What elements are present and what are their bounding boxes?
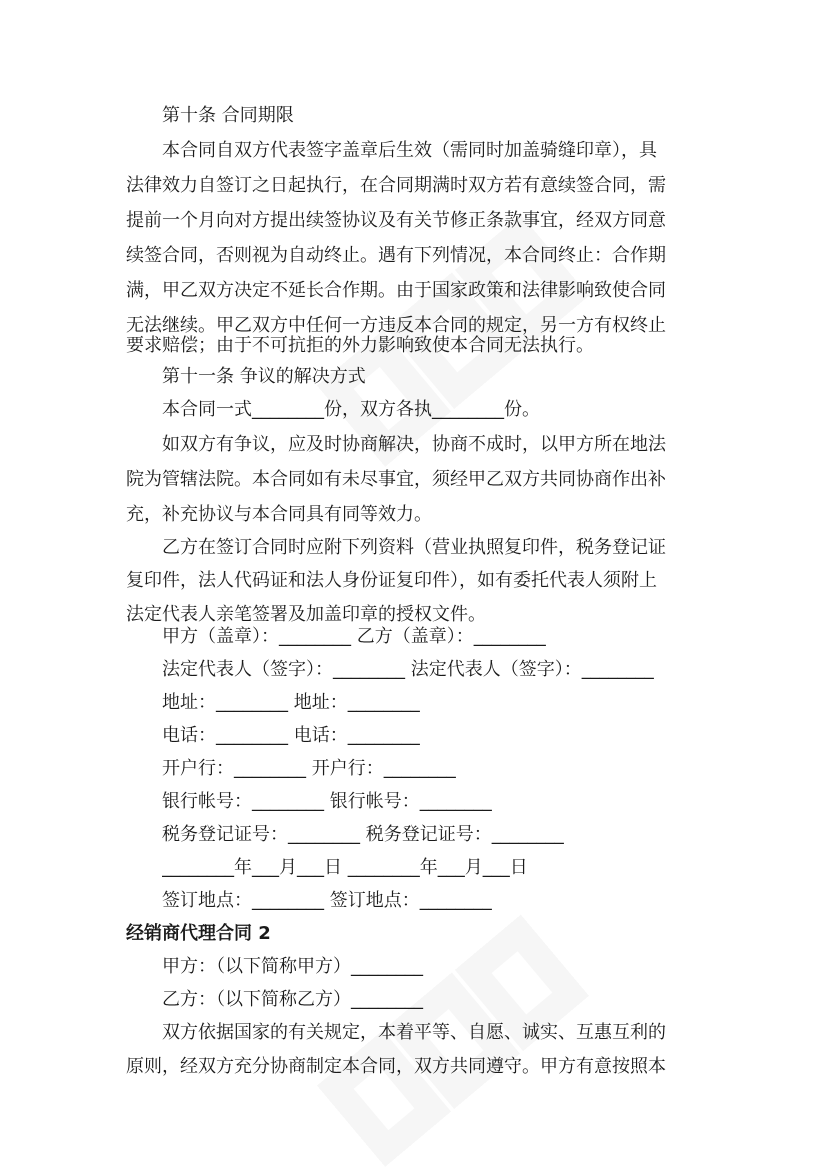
paragraph-line: 充，补充协议与本合同具有同等效力。 (126, 504, 432, 525)
paragraph-line: 续签合同，否则视为自动终止。遇有下列情况，本合同终止：合作期 (126, 245, 666, 266)
date-line: ________年___月___日 ________年___月___日 (162, 857, 528, 878)
paragraph-line: 乙方在签订合同时应附下列资料（营业执照复印件，税务登记证 (162, 537, 666, 558)
paragraph-line: 无法继续。甲乙双方中任何一方违反本合同的规定，另一方有权终止 (126, 315, 666, 336)
clause-11-heading: 第十一条 争议的解决方式 (162, 366, 366, 387)
bank-line: 开户行：________ 开户行：________ (162, 758, 456, 779)
account-line: 银行帐号：________ 银行帐号：________ (162, 791, 492, 812)
clause-10-heading: 第十条 合同期限 (162, 105, 294, 126)
paragraph-line: 法定代表人亲笔签署及加盖印章的授权文件。 (126, 604, 486, 625)
signing-place-line: 签订地点：________ 签订地点：________ (162, 890, 492, 911)
signature-rep-line: 法定代表人（签字）：________ 法定代表人（签字）：________ (162, 659, 654, 680)
signature-party-line: 甲方（盖章）：________ 乙方（盖章）：________ (162, 626, 546, 647)
paragraph-line: 复印件，法人代码证和法人身份证复印件），如有委托代表人须附上 (126, 570, 657, 591)
paragraph-line: 本合同自双方代表签字盖章后生效（需同时加盖骑缝印章），具 (162, 140, 657, 161)
paragraph-line: 原则，经双方充分协商制定本合同，双方共同遵守。甲方有意按照本 (126, 1056, 666, 1077)
party-a-line: 甲方：（以下简称甲方）________ (162, 956, 423, 977)
tax-id-line: 税务登记证号：________ 税务登记证号：________ (162, 824, 564, 845)
paragraph-line: 院为管辖法院。本合同如有未尽事宜，须经甲乙双方共同协商作出补 (126, 469, 666, 490)
address-line: 地址：________ 地址：________ (162, 692, 420, 713)
paragraph-line: 双方依据国家的有关规定，本着平等、自愿、诚实、互惠互利的 (162, 1022, 666, 1043)
paragraph-line: 满，甲乙双方决定不延长合作期。由于国家政策和法律影响致使合同 (126, 280, 666, 301)
copies-line: 本合同一式________份，双方各执________份。 (162, 399, 540, 420)
paragraph-line: 提前一个月向对方提出续签协议及有关节修正条款事宜，经双方同意 (126, 210, 666, 231)
paragraph-line: 如双方有争议，应及时协商解决，协商不成时，以甲方所在地法 (162, 434, 666, 455)
contract-2-title: 经销商代理合同 2 (126, 923, 271, 944)
phone-line: 电话：________ 电话：________ (162, 725, 420, 746)
paragraph-line: 要求赔偿；由于不可抗拒的外力影响致使本合同无法执行。 (126, 335, 594, 356)
paragraph-line: 法律效力自签订之日起执行，在合同期满时双方若有意续签合同，需 (126, 175, 666, 196)
party-b-line: 乙方：（以下简称乙方）________ (162, 989, 423, 1010)
